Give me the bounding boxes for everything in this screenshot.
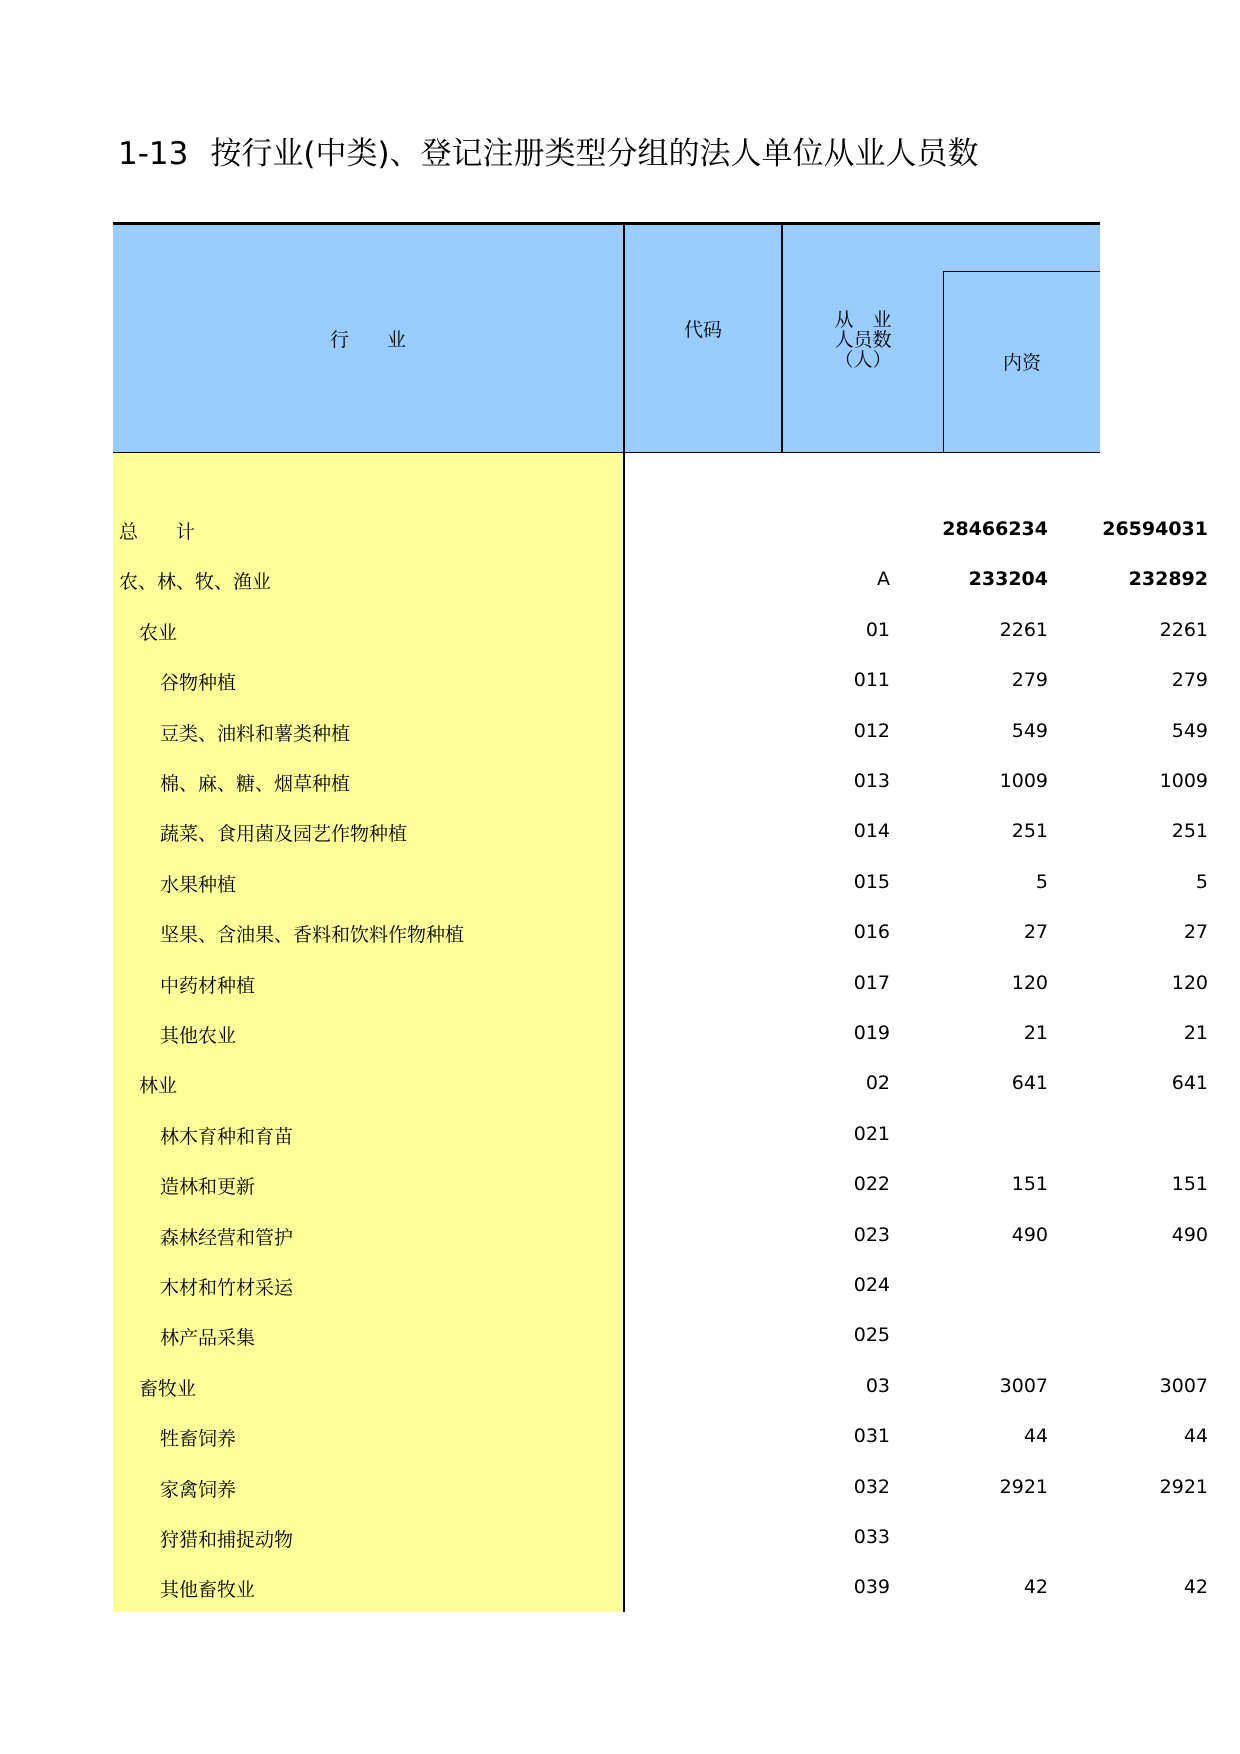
row-industry: 农、林、牧、渔业 — [119, 571, 272, 594]
row-code: 025 — [853, 1324, 890, 1347]
row-total: 233204 — [968, 568, 1048, 591]
table-row — [113, 1261, 1100, 1311]
row-domestic: 5 — [1195, 870, 1208, 893]
row-total: 151 — [1011, 1173, 1048, 1196]
table-row — [113, 858, 1208, 908]
row-code: 011 — [853, 669, 890, 692]
row-code: 023 — [853, 1223, 890, 1246]
row-industry: 林产品采集 — [160, 1327, 256, 1350]
table-row — [113, 1563, 1208, 1613]
row-code: A — [877, 568, 890, 591]
row-code: 02 — [865, 1072, 890, 1095]
table-row — [113, 1412, 1208, 1462]
row-industry: 林业 — [139, 1075, 178, 1098]
table-number: 1-13 — [118, 136, 189, 172]
row-code: 019 — [853, 1022, 890, 1044]
row-industry: 总 计 — [119, 521, 196, 543]
row-total: 44 — [1023, 1425, 1048, 1448]
table-row — [113, 807, 1208, 857]
row-code: 017 — [853, 971, 890, 994]
row-industry: 坚果、含油果、香料和饮料作物种植 — [160, 924, 465, 947]
row-domestic: 1009 — [1159, 770, 1208, 792]
table-row — [113, 1463, 1208, 1513]
table-row — [113, 1311, 1100, 1361]
row-industry: 豆类、油料和薯类种植 — [160, 722, 351, 745]
row-code: 021 — [853, 1122, 890, 1145]
table-title: 按行业(中类)、登记注册类型分组的法人单位从业人员数 — [210, 136, 979, 172]
row-total: 42 — [1023, 1576, 1048, 1599]
row-industry: 蔬菜、食用菌及园艺作物种植 — [160, 823, 408, 846]
table-row — [113, 1059, 1208, 1109]
divider — [943, 271, 1100, 272]
row-code: 014 — [853, 820, 890, 843]
row-total: 549 — [1011, 719, 1048, 742]
table-row — [113, 606, 1208, 656]
page-title — [118, 128, 979, 173]
row-domestic: 2261 — [1159, 618, 1208, 641]
row-industry: 畜牧业 — [139, 1377, 197, 1400]
table-row — [113, 1362, 1208, 1412]
row-total: 3007 — [999, 1374, 1048, 1397]
row-domestic: 232892 — [1128, 568, 1208, 591]
row-domestic: 490 — [1171, 1223, 1208, 1246]
row-total: 279 — [1011, 669, 1048, 692]
row-code: 013 — [853, 770, 890, 792]
table-row — [113, 1160, 1208, 1210]
row-industry: 森林经营和管护 — [160, 1226, 294, 1249]
table-row — [113, 1211, 1208, 1261]
table-row — [113, 1513, 1100, 1563]
header-code: 代码 — [683, 319, 722, 341]
row-industry: 造林和更新 — [160, 1176, 256, 1199]
divider — [113, 452, 1100, 453]
row-industry: 其他农业 — [160, 1025, 237, 1047]
row-domestic: 151 — [1171, 1173, 1208, 1196]
table-row — [113, 505, 1208, 555]
row-industry: 牲畜饲养 — [160, 1428, 237, 1451]
table-row — [113, 757, 1208, 807]
row-code: 012 — [853, 719, 890, 742]
table-row — [113, 707, 1208, 757]
row-code: 016 — [853, 921, 890, 944]
row-industry: 林木育种和育苗 — [160, 1125, 294, 1148]
row-total: 28466234 — [942, 518, 1048, 540]
table-row — [113, 908, 1208, 958]
row-code: 039 — [853, 1576, 890, 1599]
table-row — [113, 1009, 1208, 1059]
row-industry: 水果种植 — [160, 873, 237, 896]
row-domestic: 279 — [1171, 669, 1208, 692]
table-row — [113, 656, 1208, 706]
row-total: 2921 — [999, 1475, 1048, 1498]
row-total: 27 — [1023, 921, 1048, 944]
header-employees: 从 业 人员数 （人） — [834, 309, 892, 371]
row-domestic: 2921 — [1159, 1475, 1208, 1498]
row-domestic: 641 — [1171, 1072, 1208, 1095]
row-domestic: 26594031 — [1102, 518, 1208, 540]
row-industry: 其他畜牧业 — [160, 1579, 256, 1602]
row-code: 033 — [853, 1526, 890, 1548]
row-domestic: 27 — [1183, 921, 1208, 944]
table-row — [113, 1110, 1100, 1160]
row-total: 21 — [1023, 1022, 1048, 1044]
row-total: 490 — [1011, 1223, 1048, 1246]
row-domestic: 549 — [1171, 719, 1208, 742]
row-domestic: 44 — [1183, 1425, 1208, 1448]
row-code: 01 — [865, 618, 890, 641]
row-total: 251 — [1011, 820, 1048, 843]
row-domestic: 3007 — [1159, 1374, 1208, 1397]
row-code: 024 — [853, 1274, 890, 1296]
row-code: 022 — [853, 1173, 890, 1196]
row-industry: 木材和竹材采运 — [160, 1277, 294, 1299]
row-total: 641 — [1011, 1072, 1048, 1095]
row-industry: 中药材种植 — [160, 974, 256, 997]
row-code: 031 — [853, 1425, 890, 1448]
row-total: 2261 — [999, 618, 1048, 641]
row-domestic: 42 — [1183, 1576, 1208, 1599]
table-row — [113, 959, 1208, 1009]
row-domestic: 21 — [1183, 1022, 1208, 1044]
row-domestic: 251 — [1171, 820, 1208, 843]
row-code: 032 — [853, 1475, 890, 1498]
row-industry: 谷物种植 — [160, 672, 237, 695]
row-total: 5 — [1035, 870, 1048, 893]
table-row — [113, 555, 1208, 605]
header-industry: 行 业 — [329, 329, 406, 351]
header-domestic: 内资 — [1002, 352, 1041, 374]
row-code: 015 — [853, 870, 890, 893]
row-industry: 家禽饲养 — [160, 1478, 237, 1501]
row-industry: 狩猎和捕捉动物 — [160, 1529, 294, 1551]
row-industry: 农业 — [139, 621, 178, 644]
row-total: 1009 — [999, 770, 1048, 792]
row-total: 120 — [1011, 971, 1048, 994]
row-code: 03 — [865, 1374, 890, 1397]
row-industry: 棉、麻、糖、烟草种植 — [160, 773, 351, 795]
row-domestic: 120 — [1171, 971, 1208, 994]
